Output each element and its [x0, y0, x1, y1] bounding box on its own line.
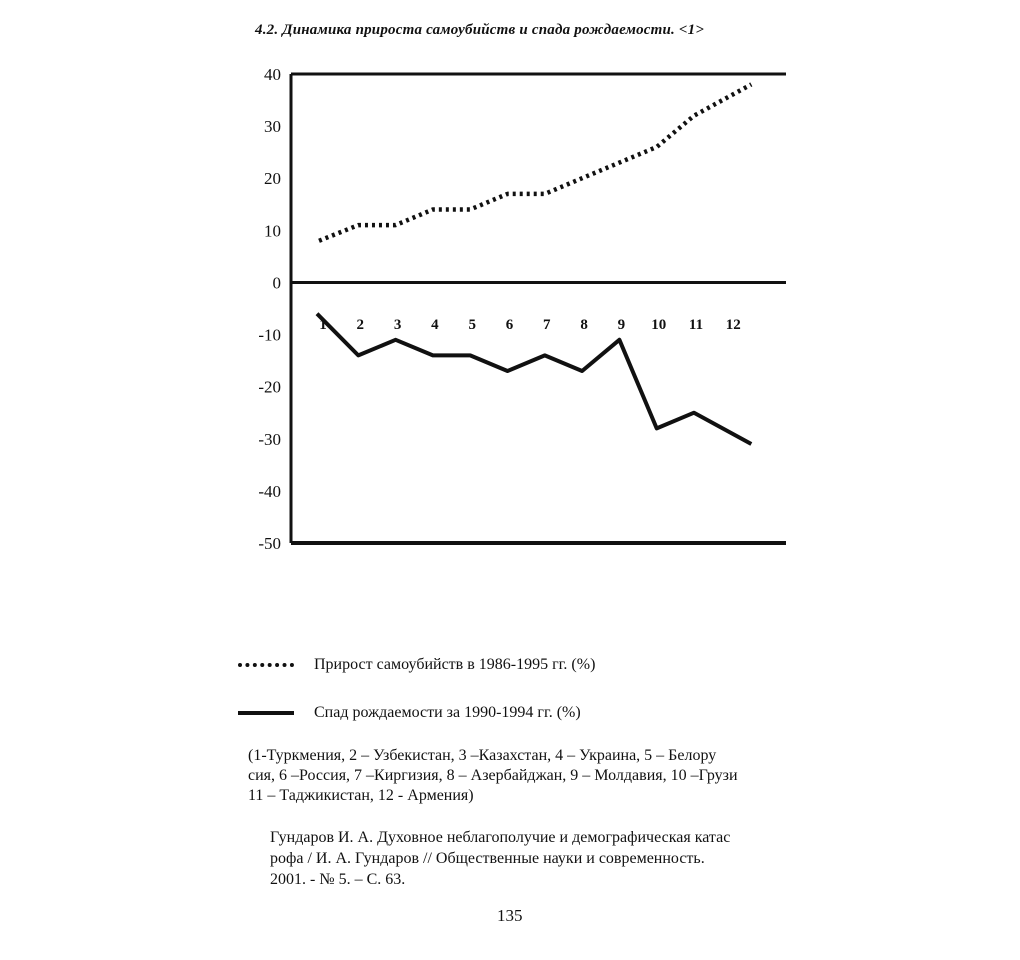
- y-tick-label: 20: [264, 169, 281, 189]
- category-label: 9: [617, 317, 626, 333]
- y-tick-label: -50: [258, 534, 281, 553]
- source-reference: [270, 827, 810, 890]
- legend-dotted-swatch: [238, 663, 294, 667]
- y-tick-label: 40: [264, 65, 281, 84]
- series-line-suicide: [319, 84, 751, 240]
- note-line: сия, 6 –Россия, 7 –Киргизия, 8 – Азербайджан, 9 – Молдавия, 10 –Грузи: [248, 767, 738, 784]
- y-tick-label: -40: [258, 481, 281, 501]
- page-number: 135: [497, 906, 523, 925]
- category-label: 6: [505, 317, 514, 333]
- category-label: 7: [543, 317, 551, 333]
- legend-solid-swatch: [238, 711, 294, 715]
- category-label: 5: [468, 317, 476, 333]
- series-line-birthrate: [317, 314, 751, 444]
- chart-title: 4.2. Динамика прироста самоубийств и спада рождаемости. <1>: [255, 22, 705, 38]
- category-label: 2: [356, 317, 365, 333]
- y-tick-label: 30: [264, 117, 281, 137]
- legend-item-suicide: [238, 656, 595, 674]
- country-key-note: [248, 746, 808, 806]
- y-tick-label: -10: [258, 325, 281, 345]
- series-lines: [317, 84, 751, 444]
- note-line: 11 – Таджикистан, 12 - Армения): [248, 787, 474, 804]
- category-label: 11: [688, 317, 704, 333]
- y-tick-label: 0: [272, 273, 281, 293]
- chart-axes: [291, 74, 786, 543]
- note-line: (1-Туркмения, 2 – Узбекистан, 3 –Казахстан, 4 – Украина, 5 – Белору: [248, 747, 717, 764]
- reference-line: 2001. - № 5. – С. 63.: [270, 871, 406, 888]
- category-labels: [319, 317, 741, 333]
- legend-item-birthrate: [238, 704, 581, 722]
- y-tick-labels: [258, 65, 281, 553]
- legend-label-birthrate: Спад рождаемости за 1990-1994 гг. (%): [314, 704, 581, 721]
- category-label: 12: [725, 317, 741, 333]
- y-tick-label: 10: [264, 221, 281, 241]
- reference-line: Гундаров И. А. Духовное неблагополучие и демографическая катас: [270, 829, 731, 846]
- y-tick-label: -20: [258, 377, 281, 397]
- category-label: 3: [393, 317, 402, 333]
- reference-line: рофа / И. А. Гундаров // Общественные науки и современность.: [270, 850, 705, 867]
- category-label: 10: [651, 317, 667, 333]
- y-tick-label: -30: [258, 429, 281, 449]
- category-label: 4: [431, 317, 439, 333]
- category-label: 1: [319, 317, 327, 333]
- category-label: 8: [580, 317, 588, 333]
- legend-label-suicide: Прирост самоубийств в 1986-1995 гг. (%): [314, 656, 596, 673]
